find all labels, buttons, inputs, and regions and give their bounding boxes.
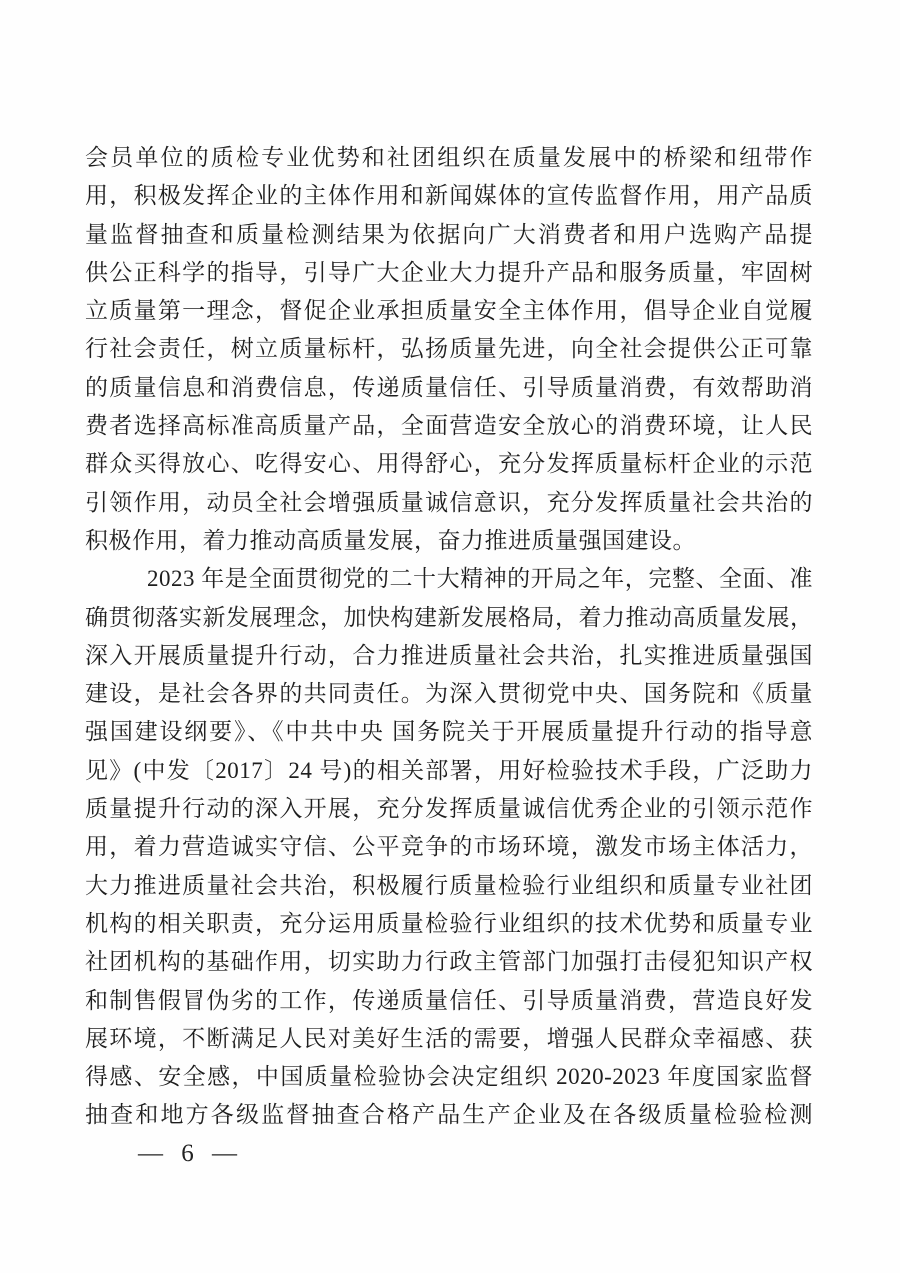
text-line: 和制售假冒伪劣的工作，传递质量信任、引导质量消费，营造良好发 [85, 987, 813, 1013]
text-line: 用，积极发挥企业的主体作用和新闻媒体的宣传监督作用，用产品质 [85, 183, 813, 209]
paragraph [85, 560, 813, 1134]
text-line: 深入开展质量提升行动，合力推进质量社会共治，扎实推进质量强国 [85, 642, 813, 668]
text-line: 见》(中发〔2017〕24 号)的相关部署，用好检验技术手段，广泛助力 [85, 757, 813, 783]
text-line: 量监督抽查和质量检测结果为依据向广大消费者和用户选购产品提 [85, 221, 813, 247]
text-line: 社团机构的基础作用，切实助力行政主管部门加强打击侵犯知识产权 [85, 949, 813, 975]
text-line: 得感、安全感，中国质量检验协会决定组织 2020-2023 年度国家监督 [85, 1064, 813, 1090]
text-line: 的质量信息和消费信息，传递质量信任、引导质量消费，有效帮助消 [85, 374, 813, 400]
text-line: 机构的相关职责，充分运用质量检验行业组织的技术优势和质量专业 [85, 910, 813, 936]
text-line: 抽查和地方各级监督抽查合格产品生产企业及在各级质量检验检测 [85, 1102, 813, 1128]
text-line: 供公正科学的指导，引导广大企业大力提升产品和服务质量，牢固树 [85, 259, 813, 285]
text-line: 群众买得放心、吃得安心、用得舒心，充分发挥质量标杆企业的示范 [85, 451, 813, 477]
text-line: 大力推进质量社会共治，积极履行质量检验行业组织和质量专业社团 [85, 872, 813, 898]
page-number: — 6 — [138, 1140, 243, 1167]
text-line: 费者选择高标准高质量产品，全面营造安全放心的消费环境，让人民 [85, 413, 813, 439]
document-body [85, 139, 813, 1135]
paragraph [85, 139, 813, 560]
text-line: 强国建设纲要》、《中共中央 国务院关于开展质量提升行动的指导意 [85, 719, 813, 745]
text-line: 用，着力营造诚实守信、公平竞争的市场环境，激发市场主体活力， [85, 834, 813, 860]
text-line: 2023 年是全面贯彻党的二十大精神的开局之年，完整、全面、准 [147, 566, 813, 592]
text-line: 质量提升行动的深入开展，充分发挥质量诚信优秀企业的引领示范作 [85, 796, 813, 822]
text-line: 立质量第一理念，督促企业承担质量安全主体作用，倡导企业自觉履 [85, 298, 813, 324]
text-line: 展环境，不断满足人民对美好生活的需要，增强人民群众幸福感、获 [85, 1025, 813, 1051]
text-line: 会员单位的质检专业优势和社团组织在质量发展中的桥梁和纽带作 [85, 145, 813, 170]
text-line: 积极作用，着力推动高质量发展，奋力推进质量强国建设。 [85, 527, 696, 553]
text-line: 行社会责任，树立质量标杆，弘扬质量先进，向全社会提供公正可靠 [85, 336, 813, 362]
text-line: 建设，是社会各界的共同责任。为深入贯彻党中央、国务院和《质量 [85, 681, 813, 707]
text-line: 确贯彻落实新发展理念，加快构建新发展格局，着力推动高质量发展， [85, 604, 814, 630]
text-line: 引领作用，动员全社会增强质量诚信意识，充分发挥质量社会共治的 [85, 489, 813, 515]
